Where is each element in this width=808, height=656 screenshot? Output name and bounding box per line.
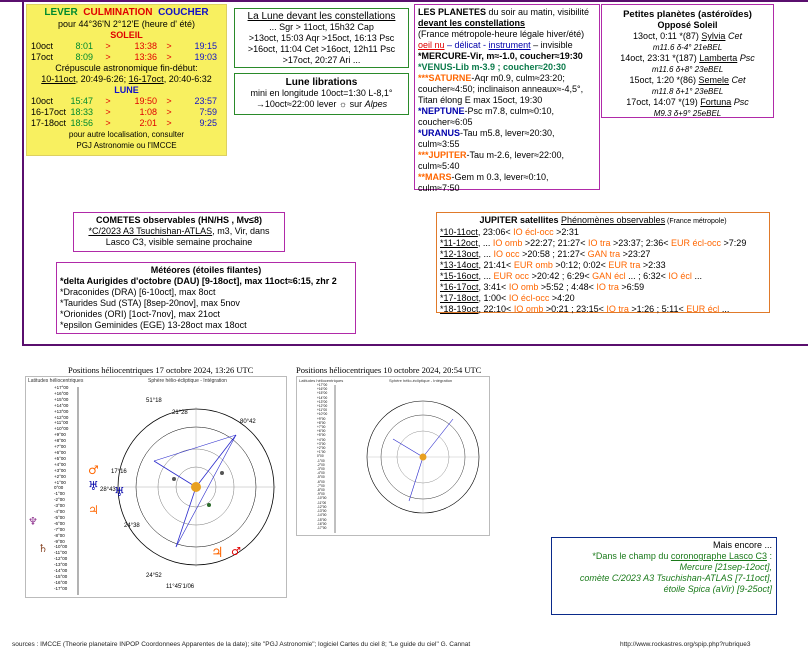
sun-time-row-s2: > bbox=[166, 41, 172, 51]
latitude-tick: +6°00 bbox=[317, 429, 326, 434]
sun-moon-times-panel bbox=[26, 4, 227, 156]
latitude-tick: -13°00 bbox=[317, 509, 327, 514]
planet-saturne-detail: coucher≈4:50; inclinaison anneaux≈-4,5°, bbox=[418, 84, 584, 94]
jupiter-event-row: *13-14oct, 21:41< EUR omb >0:12; 0:02< EUR tra >2:33 bbox=[440, 260, 666, 270]
moon-time-row-d: 17-18oct bbox=[31, 118, 67, 128]
jupiter-orbit-icon: ♃ bbox=[211, 545, 224, 561]
jupiter-event-row: *10-11oct, 23:06< IO écl-occ >2:31 bbox=[440, 227, 579, 237]
moon-time-row-c: 9:25 bbox=[199, 118, 217, 128]
moon-time-row-c: 7:59 bbox=[199, 107, 217, 117]
latitude-tick: 0°00 bbox=[54, 485, 64, 491]
sun-time-row-d: 17oct bbox=[31, 52, 54, 62]
mars-symbol-icon: ♂ bbox=[88, 463, 99, 477]
moon-time-row bbox=[27, 96, 226, 107]
degree-label: 24°38 bbox=[124, 523, 140, 529]
latitude-tick: -4°00 bbox=[54, 509, 65, 515]
other-location-note: pour autre localisation, consulter bbox=[68, 130, 185, 139]
planet-saturne: ***SATURNE-Aqr m0.9, culm≈23:20; bbox=[418, 73, 565, 83]
moon-constellations-panel bbox=[234, 8, 409, 68]
latitude-tick: +13°00 bbox=[317, 399, 328, 404]
planet-jupiter: ***JUPITER-Tau m-2.6, lever≈22:00, bbox=[418, 150, 564, 160]
latitude-tick: +4°00 bbox=[54, 461, 66, 467]
latitude-tick: +11°00 bbox=[317, 408, 327, 413]
latitude-tick: +14°00 bbox=[317, 395, 328, 400]
location-note: pour 44°36'N 2°12'E (heure d' été) bbox=[58, 19, 195, 29]
planet-neptune-detail: coucher≈6:05 bbox=[418, 117, 473, 127]
comet-line: Lasco C3, visible semaine prochaine bbox=[105, 237, 253, 247]
moon-time-row-d: 10oct bbox=[31, 96, 54, 106]
moon-const-line: >17oct, 20:27 Ari ... bbox=[282, 55, 361, 65]
jupiter-event-row: *15-16oct, ... EUR occ >20:42 ; 6:29< GAN écl ... ; 6:32< IO écl ... bbox=[440, 271, 702, 281]
more-info-line: *Dans le champ du coronographe Lasco C3 : bbox=[592, 551, 772, 561]
visibility-legend: oeil nu – délicat - instrument – invisible bbox=[418, 40, 573, 50]
latitude-tick: -6°00 bbox=[54, 520, 65, 526]
planet-neptune: *NEPTUNE-Psc m7.8, culm≈0:10, bbox=[418, 106, 554, 116]
moon-time-row-s2: > bbox=[166, 107, 172, 117]
latitude-tick: -14°00 bbox=[54, 568, 68, 574]
sun-time-row bbox=[27, 41, 226, 52]
asteroid-semele: 15oct, 1:20 *(86) Semele Cet bbox=[629, 75, 746, 85]
meteor-shower: *Orionides (ORI) [1oct-7nov], max 21oct bbox=[60, 309, 221, 319]
latitude-tick: +16°00 bbox=[317, 387, 328, 392]
latitude-tick: +12°00 bbox=[54, 414, 69, 420]
latitude-tick: +8°00 bbox=[317, 420, 326, 425]
meteors-title: Météores (étoiles filantes) bbox=[150, 265, 262, 275]
jupiter-event-row: *18-19oct, 22:10< IO omb >0:21 ; 23:15< IO tra >1:26 ; 5:11< EUR écl ... bbox=[440, 304, 730, 314]
latitude-tick: -5°00 bbox=[317, 475, 325, 480]
moon-time-row bbox=[27, 107, 226, 118]
more-info-line: Mercure [21sep-12oct], bbox=[679, 562, 772, 572]
latitude-tick: -11°00 bbox=[317, 500, 327, 505]
asteroid-fortuna: 17oct, 14:07 *(19) Fortuna Psc bbox=[626, 97, 749, 107]
latitude-tick: +14°00 bbox=[54, 402, 69, 408]
latitude-tick: +5°00 bbox=[54, 455, 66, 461]
latitude-tick: +15°00 bbox=[54, 396, 69, 402]
comets-title: COMETES observables (HN/HS , Mv≤8) bbox=[96, 215, 262, 225]
latitude-tick: -2°00 bbox=[317, 462, 325, 467]
planets-title: LES PLANETES bbox=[418, 7, 487, 17]
latitude-tick: -17°00 bbox=[317, 525, 327, 530]
latitude-tick: -10°00 bbox=[54, 544, 68, 550]
latitude-tick: -7°00 bbox=[54, 526, 65, 532]
latitude-tick: -8°00 bbox=[54, 532, 65, 538]
latitude-tick: -8°00 bbox=[317, 488, 325, 493]
latitude-tick: -5°00 bbox=[54, 514, 65, 520]
latitude-tick: -11°00 bbox=[54, 550, 67, 556]
latitude-tick: -9°00 bbox=[54, 538, 65, 544]
latitude-tick: -1°00 bbox=[317, 458, 325, 463]
degree-label: 51°18 bbox=[146, 398, 162, 404]
moon-libration-panel bbox=[234, 73, 409, 115]
figure-2-title: Positions héliocentriques 10 octobre 2024, 20:54 UTC bbox=[296, 365, 482, 375]
moon-time-row-s1: > bbox=[105, 107, 111, 117]
moon-time-row bbox=[27, 118, 226, 129]
source-url-link[interactable]: http://www.rockastres.org/spip.php?rubrique3 bbox=[620, 641, 751, 648]
top-border bbox=[0, 0, 808, 2]
latitude-tick: +10°00 bbox=[54, 426, 69, 432]
asteroids-title: Petites planètes (astéroïdes) bbox=[623, 9, 752, 20]
meteor-shower: *delta Aurigides d'octobre (DAU) [9-18oct], max 11oct≈6:15, zhr 2 bbox=[60, 276, 337, 286]
asteroid-detail: m11.6 δ+8° 23eBEL bbox=[651, 65, 724, 74]
latitude-tick: +16°00 bbox=[54, 390, 69, 396]
more-info-line: comète C/2023 A3 Tsuchishan-ATLAS [7-11oct], bbox=[579, 573, 772, 583]
sun-time-row-d: 10oct bbox=[31, 41, 54, 51]
latitude-tick: +17°00 bbox=[54, 385, 69, 390]
planet-saturne-detail: Titan élong E max 15oct, 19:30 bbox=[418, 95, 543, 105]
latitude-tick: +13°00 bbox=[54, 408, 69, 414]
asteroid-detail: M9.3 δ+9° 25eBEL bbox=[653, 109, 722, 118]
twilight-values: 10-11oct, 20:49-6:26; 16-17oct, 20:40-6:32 bbox=[41, 74, 212, 84]
latitudes-label: Latitudes héliocentriques bbox=[28, 378, 84, 384]
planet-uranus-detail: culm≈3:55 bbox=[418, 139, 460, 149]
orbit-diagram bbox=[26, 377, 288, 599]
latitude-tick: -16°00 bbox=[317, 521, 327, 526]
latitude-tick: +11°00 bbox=[54, 420, 69, 426]
sun-time-row-b: 13:38 bbox=[134, 41, 157, 51]
asteroids-subtitle: Opposé Soleil bbox=[657, 20, 718, 30]
moon-time-row-a: 18:56 bbox=[70, 118, 93, 128]
latitude-tick: +6°00 bbox=[54, 449, 66, 455]
sun-time-row-s2: > bbox=[166, 52, 172, 62]
moon-time-row-c: 23:57 bbox=[194, 96, 217, 106]
figure-1-title: Positions héliocentriques 17 octobre 2024, 13:26 UTC bbox=[68, 365, 254, 375]
latitude-tick: +10°00 bbox=[317, 412, 328, 417]
latitude-tick: +2°00 bbox=[317, 446, 326, 451]
meteor-shower: *Draconides (DRA) [6-10oct], max 8oct bbox=[60, 287, 216, 297]
twilight-title: Crépuscule astronomique fin-début: bbox=[55, 63, 198, 73]
latitude-tick: -13°00 bbox=[54, 562, 68, 568]
sources-footer: sources : IMCCE (Theorie planetaire INPOP Coordonnees Apparentes de la date); site "PGJ Astronomie"; logiciel Cartes du ciel 8; "Le guide du ciel" G. Cannat bbox=[12, 641, 471, 648]
latitude-tick: +1°00 bbox=[317, 450, 326, 455]
jupiter-event-row: *12-13oct, ... IO occ >20:58 ; 21:27< GAN tra >23:27 bbox=[440, 249, 651, 259]
latitude-tick: -1°00 bbox=[54, 491, 65, 497]
uranus-symbol-icon: ♅ bbox=[88, 479, 99, 493]
jupiter-event-row: *17-18oct, 1:00< IO écl-occ >4:20 bbox=[440, 293, 575, 303]
moon-const-line: ... Sgr > 11oct, 15h32 Cap bbox=[269, 22, 374, 32]
degree-label: 80°42 bbox=[240, 419, 256, 425]
latitude-tick: -10°00 bbox=[317, 496, 327, 501]
planet-mars: **MARS-Gem m 0.3, lever≈0:10, bbox=[418, 172, 549, 182]
header-rise: LEVER bbox=[44, 7, 78, 18]
asteroid-detail: m11.6 δ-4° 21eBEL bbox=[652, 43, 723, 52]
comet-line: *C/2023 A3 Tsuchishan-ATLAS, m3, Vir, dans bbox=[88, 226, 270, 236]
latitude-tick: +4°00 bbox=[317, 437, 326, 442]
latitude-tick: +3°00 bbox=[54, 467, 66, 473]
latitude-tick: 0°00 bbox=[317, 454, 324, 459]
latitude-tick: -2°00 bbox=[54, 497, 65, 503]
jupiter-event-row: *16-17oct, 3:41< IO omb >5:52 ; 4:48< IO tra >6:59 bbox=[440, 282, 645, 292]
sun-time-row-s1: > bbox=[105, 41, 111, 51]
sun-time-row-c: 19:15 bbox=[194, 41, 217, 51]
planets-note: (France métropole-heure légale hiver/été) bbox=[418, 29, 585, 39]
moon-const-line: >16oct, 11:04 Cet >16oct, 12h11 Psc bbox=[247, 44, 396, 54]
libration-title: Lune librations bbox=[285, 77, 358, 88]
sun-time-row-a: 8:01 bbox=[75, 41, 93, 51]
more-info-line: étoile Spica (aVir) [9-25oct] bbox=[663, 584, 772, 594]
more-info-title: Mais encore ... bbox=[712, 540, 772, 550]
asteroid-detail: m11.8 δ+1° 23eBEL bbox=[651, 87, 724, 96]
moon-time-row-b: 19:50 bbox=[134, 96, 157, 106]
jupiter-event-row: *11-12oct, ... IO omb >22:27; 21:27< IO tra >23:37; 2:36< EUR écl-occ >7:29 bbox=[440, 238, 747, 248]
sphere-label: Sphère hélio-écliptique - Intégration bbox=[148, 378, 227, 384]
section-divider bbox=[22, 344, 808, 346]
moon-time-row-s2: > bbox=[166, 96, 172, 106]
latitude-tick: -17°00 bbox=[54, 585, 68, 591]
sun-time-row-s1: > bbox=[105, 52, 111, 62]
latitude-tick: +8°00 bbox=[54, 438, 66, 444]
moon-time-row-a: 15:47 bbox=[70, 96, 93, 106]
degree-label: 28°43 bbox=[100, 487, 116, 493]
planet-mars-detail: culm≈7:50 bbox=[418, 183, 460, 193]
planet-mercure: *MERCURE-Vir, m≈-1.0, coucher≈19:30 bbox=[418, 51, 583, 61]
sun-time-row-b: 13:36 bbox=[134, 52, 157, 62]
jupiter-satellites-panel bbox=[436, 212, 770, 313]
other-location-source: PGJ Astronomie ou l'IMCCE bbox=[76, 141, 177, 150]
moon-title: LUNE bbox=[114, 85, 139, 95]
latitude-tick: -15°00 bbox=[54, 574, 68, 579]
meteor-shower: *epsilon Geminides (EGE) 13-28oct max 18oct bbox=[60, 320, 247, 330]
moon-time-row-s2: > bbox=[166, 118, 172, 128]
libration-line: →10oct≈22:00 lever ☼ sur Alpes bbox=[255, 99, 388, 109]
latitude-tick: +9°00 bbox=[54, 432, 66, 438]
sun-time-row bbox=[27, 52, 226, 63]
moon-const-line: >13oct, 15:03 Aqr >15oct, 16:13 Psc bbox=[248, 33, 395, 43]
latitude-tick: -3°00 bbox=[317, 467, 325, 472]
moon-time-row-b: 1:08 bbox=[139, 107, 157, 117]
latitude-tick: +12°00 bbox=[317, 404, 328, 409]
latitude-tick: +7°00 bbox=[54, 444, 66, 450]
latitude-tick: -16°00 bbox=[54, 579, 68, 585]
moon-time-row-d: 16-17oct bbox=[31, 107, 67, 117]
heliocentric-figure-2 bbox=[296, 376, 490, 536]
latitude-tick: +15°00 bbox=[317, 391, 328, 396]
latitude-tick: -14°00 bbox=[317, 513, 327, 518]
heliocentric-figure-1 bbox=[25, 376, 287, 598]
moon-time-row-s1: > bbox=[105, 96, 111, 106]
uranus-orbit-icon: ♅ bbox=[114, 485, 125, 499]
jupiter-title: JUPITER satellites Phénomènes observables (France métropole) bbox=[479, 215, 727, 225]
planet-jupiter-detail: culm≈5:40 bbox=[418, 161, 460, 171]
degree-label: 17°16 bbox=[111, 469, 127, 475]
latitude-tick: -9°00 bbox=[317, 492, 325, 497]
latitude-tick: -6°00 bbox=[317, 479, 325, 484]
asteroid-lamberta: 14oct, 23:31 *(187) Lamberta Psc bbox=[620, 53, 755, 63]
latitude-tick: +3°00 bbox=[317, 441, 326, 446]
latitude-tick: -7°00 bbox=[317, 483, 325, 488]
header-set: COUCHER bbox=[158, 7, 209, 18]
sun-time-row-a: 8:09 bbox=[75, 52, 93, 62]
sun-title: SOLEIL bbox=[110, 30, 143, 40]
latitude-tick: +9°00 bbox=[317, 416, 326, 421]
latitude-tick: +17°00 bbox=[317, 383, 328, 387]
moon-time-row-s1: > bbox=[105, 118, 111, 128]
degree-label: 21°28 bbox=[172, 410, 188, 416]
orbit-diagram bbox=[297, 377, 491, 537]
asteroid-sylvia: 13oct, 0:11 *(87) Sylvia Cet bbox=[633, 31, 742, 41]
degree-label: 24°52 bbox=[146, 573, 162, 579]
latitude-tick: +5°00 bbox=[317, 433, 326, 438]
planet-venus: *VENUS-Lib m-3.9 ; coucher≈20:30 bbox=[418, 62, 566, 72]
latitude-tick: -4°00 bbox=[317, 471, 325, 476]
sphere-label: Sphère hélio-écliptique - Intégration bbox=[389, 378, 453, 383]
planets-subtitle: devant les constellations bbox=[418, 18, 526, 28]
jupiter-symbol-icon: ♃ bbox=[88, 503, 99, 517]
moon-time-row-b: 2:01 bbox=[139, 118, 157, 128]
latitudes-label: Latitudes héliocentriques bbox=[299, 378, 344, 383]
latitude-tick: -12°00 bbox=[54, 556, 68, 562]
libration-line: mini en longitude 10oct=1:30 L-8,1° bbox=[250, 88, 393, 98]
comets-panel bbox=[73, 212, 285, 252]
times-header bbox=[27, 7, 226, 19]
sun-time-row-c: 19:03 bbox=[194, 52, 217, 62]
meteor-shower: *Taurides Sud (STA) [8sep-20nov], max 5nov bbox=[60, 298, 240, 308]
latitude-tick: +1°00 bbox=[54, 479, 66, 485]
latitude-tick: -3°00 bbox=[54, 503, 65, 509]
moon-time-row-a: 18:33 bbox=[70, 107, 93, 117]
degree-label: 11°45'1/06 bbox=[166, 584, 195, 590]
latitude-tick: +7°00 bbox=[317, 425, 326, 430]
latitude-tick: +2°00 bbox=[54, 473, 66, 479]
left-border bbox=[22, 0, 24, 345]
latitude-tick: -15°00 bbox=[317, 517, 327, 522]
neptune-symbol-icon: ♆ bbox=[28, 515, 38, 528]
saturn-symbol-icon: ♄ bbox=[38, 542, 48, 555]
more-info-panel bbox=[551, 537, 777, 615]
meteors-panel bbox=[56, 262, 356, 334]
mars-orbit-icon: ♂ bbox=[231, 545, 241, 558]
moon-const-title: La Lune devant les constellations bbox=[247, 11, 396, 22]
header-culmination: CULMINATION bbox=[83, 7, 153, 18]
latitude-tick: -12°00 bbox=[317, 504, 327, 509]
asteroids-panel bbox=[601, 4, 774, 118]
planet-uranus: *URANUS-Tau m5.8, lever≈20:30, bbox=[418, 128, 555, 138]
planets-panel: LES PLANETES du soir au matin, visibilité devant les constellations (France métropole-heure légale hiver/été) oeil nu – délicat - instrument – invisible *MERCURE-Vir, m≈-1.0, coucher≈19:30 *VENUS-Lib m-3.9 ; coucher≈20:30 ***SATURNE-Aqr m0.9, culm≈23:20; coucher≈4:50; inclinaison anneaux≈-4,5°, Titan élong E max 15oct, 19:30 *NEPTUNE-Psc m7.8, culm≈0:10, coucher≈6:05 *URANUS-Tau m5.8, lever≈20:30, culm≈3:55 ***JUPITER-Tau m-2.6, lever≈22:00, culm≈5:40 **MARS-Gem m 0.3, lever≈0:10, culm≈7:50 bbox=[414, 4, 600, 190]
